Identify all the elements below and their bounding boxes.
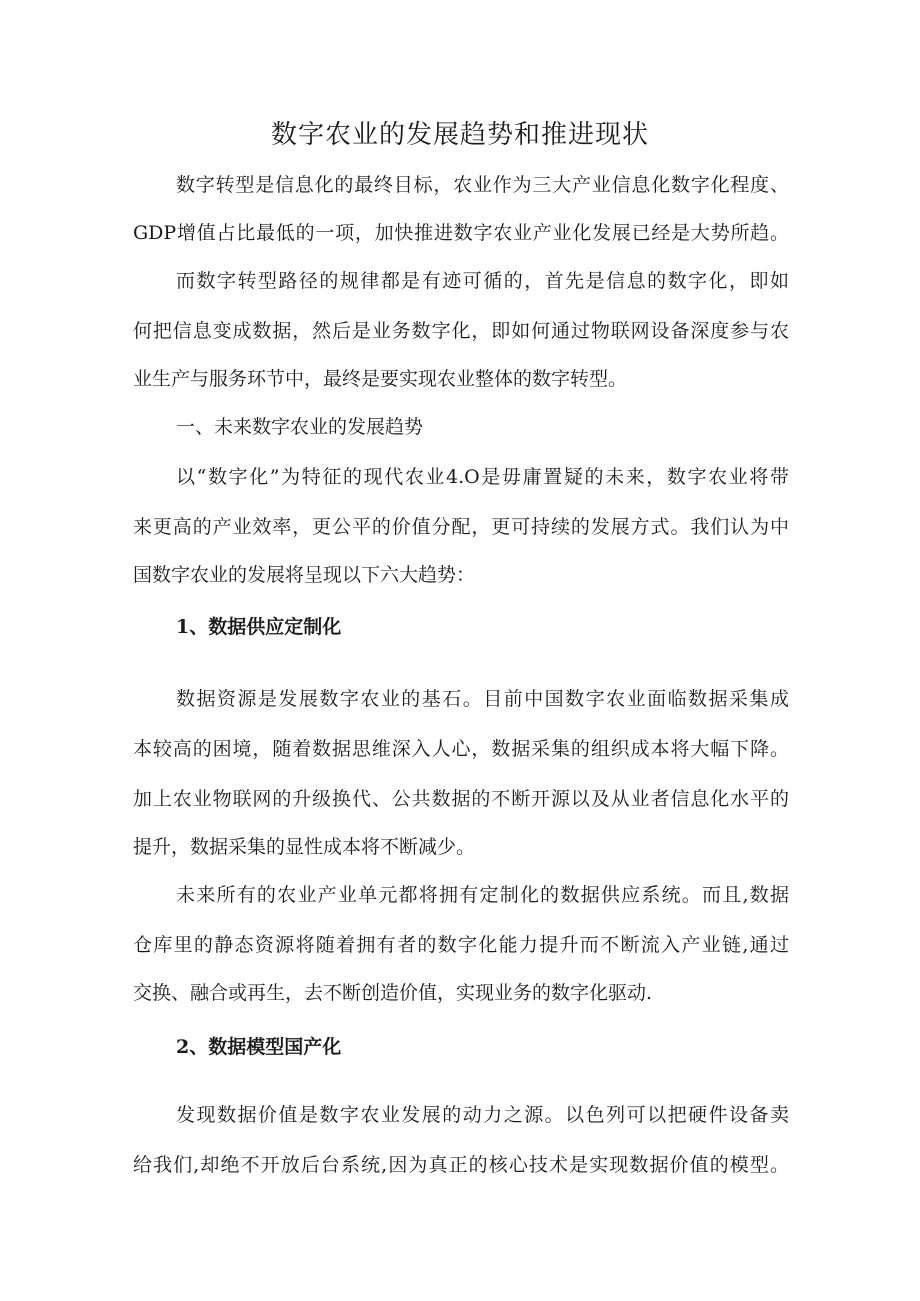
paragraph-line: 交换、融合或再生，去不断创造价值，实现业务的数字化驱动. [133, 982, 653, 1004]
paragraph-line: 国数字农业的发展将呈现以下六大趋势： [133, 564, 476, 586]
document-title: 数字农业的发展趋势和推进现状 [270, 120, 649, 150]
paragraph-line: 加上农业物联网的升级换代、公共数据的不断开源以及从业者信息化水平的 [133, 788, 789, 810]
paragraph-line: 提升，数据采集的显性成本将不断减少。 [133, 836, 476, 858]
paragraph-line: 以“数字化”为特征的现代农业4.O是毋庸置疑的未来，数字农业将带 [176, 466, 789, 488]
paragraph-line: 未来所有的农业产业单元都将拥有定制化的数据供应系统。而且,数据 [176, 884, 789, 906]
paragraph-line: 本较高的困境，随着数据思维深入人心，数据采集的组织成本将大幅下降。 [133, 738, 789, 760]
paragraph-line: GDP增值占比最低的一项，加快推进数字农业产业化发展已经是大势所趋。 [133, 222, 789, 244]
paragraph-line: 而数字转型路径的规律都是有迹可循的，首先是信息的数字化，即如 [176, 270, 789, 292]
paragraph-line: 给我们,却绝不开放后台系统,因为真正的核心技术是实现数据价值的模型。 [133, 1154, 789, 1176]
paragraph-line: 来更高的产业效率，更公平的价值分配，更可持续的发展方式。我们认为中 [133, 516, 789, 538]
paragraph-line: 数字转型是信息化的最终目标，农业作为三大产业信息化数字化程度、 [176, 174, 789, 196]
paragraph-line: 业生产与服务环节中，最终是要实现农业整体的数字转型。 [133, 368, 628, 390]
paragraph-line: 仓库里的静态资源将随着拥有者的数字化能力提升而不断流入产业链,通过 [133, 934, 789, 956]
paragraph-line: 何把信息变成数据，然后是业务数字化，即如何通过物联网设备深度参与农 [133, 320, 789, 342]
section-heading: 一、未来数字农业的发展趋势 [176, 416, 424, 438]
subsection-heading: 1、数据供应定制化 [176, 616, 342, 638]
subsection-heading: 2、数据模型国产化 [176, 1036, 342, 1058]
paragraph-line: 发现数据价值是数字农业发展的动力之源。以色列可以把硬件设备卖 [176, 1104, 789, 1126]
paragraph-line: 数据资源是发展数字农业的基石。目前中国数字农业面临数据采集成 [176, 688, 789, 710]
